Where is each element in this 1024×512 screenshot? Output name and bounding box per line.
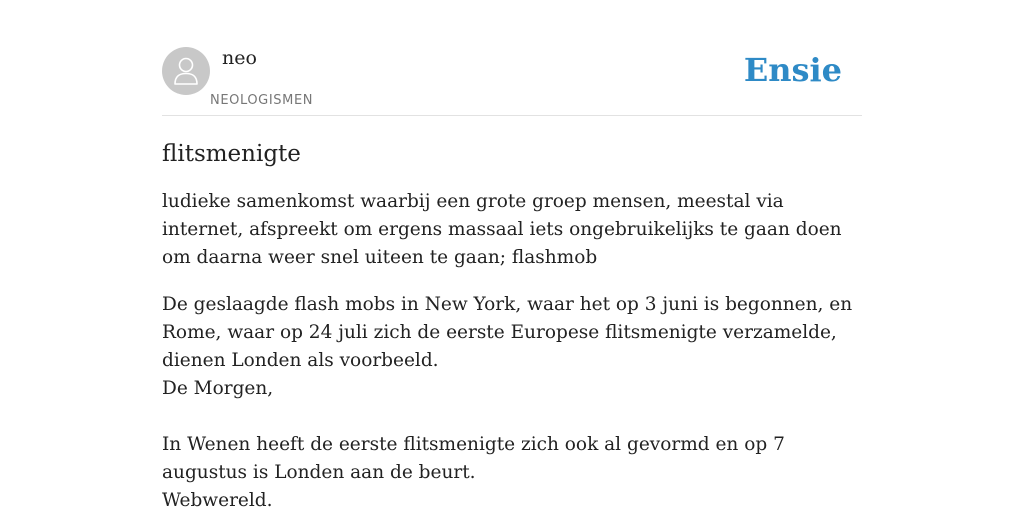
entry-examples bbox=[162, 291, 862, 512]
avatar[interactable] bbox=[162, 47, 210, 95]
spacer bbox=[162, 403, 862, 431]
entry-definition: ludieke samenkomst waarbij een grote groep mensen, meestal via internet, afspreekt om ergens massaal iets ongebruikelijks te gaan doen om daarna weer snel uiteen te gaan; flashmob bbox=[162, 191, 842, 268]
user-placeholder-icon bbox=[171, 55, 201, 87]
example-quote: De geslaagde flash mobs in New York, waar het op 3 juni is begonnen, en Rome, waar op 24 juli zich de eerste Europese flitsmenigte verzamelde, dienen Londen als voorbeeld. bbox=[162, 294, 853, 371]
example-quote: In Wenen heeft de eerste flitsmenigte zich ook al gevormd en op 7 augustus is Londen aan de beurt. bbox=[162, 434, 785, 483]
entry-content bbox=[162, 138, 862, 512]
example-source: Webwereld. bbox=[162, 490, 273, 511]
category-label[interactable]: NEOLOGISMEN bbox=[210, 93, 314, 108]
username[interactable]: neo bbox=[222, 47, 257, 69]
brand-logo-link[interactable]: Ensie bbox=[743, 51, 842, 89]
entry-header bbox=[162, 46, 862, 116]
example-source: De Morgen, bbox=[162, 378, 274, 399]
entry-title: flitsmenigte bbox=[162, 141, 301, 167]
